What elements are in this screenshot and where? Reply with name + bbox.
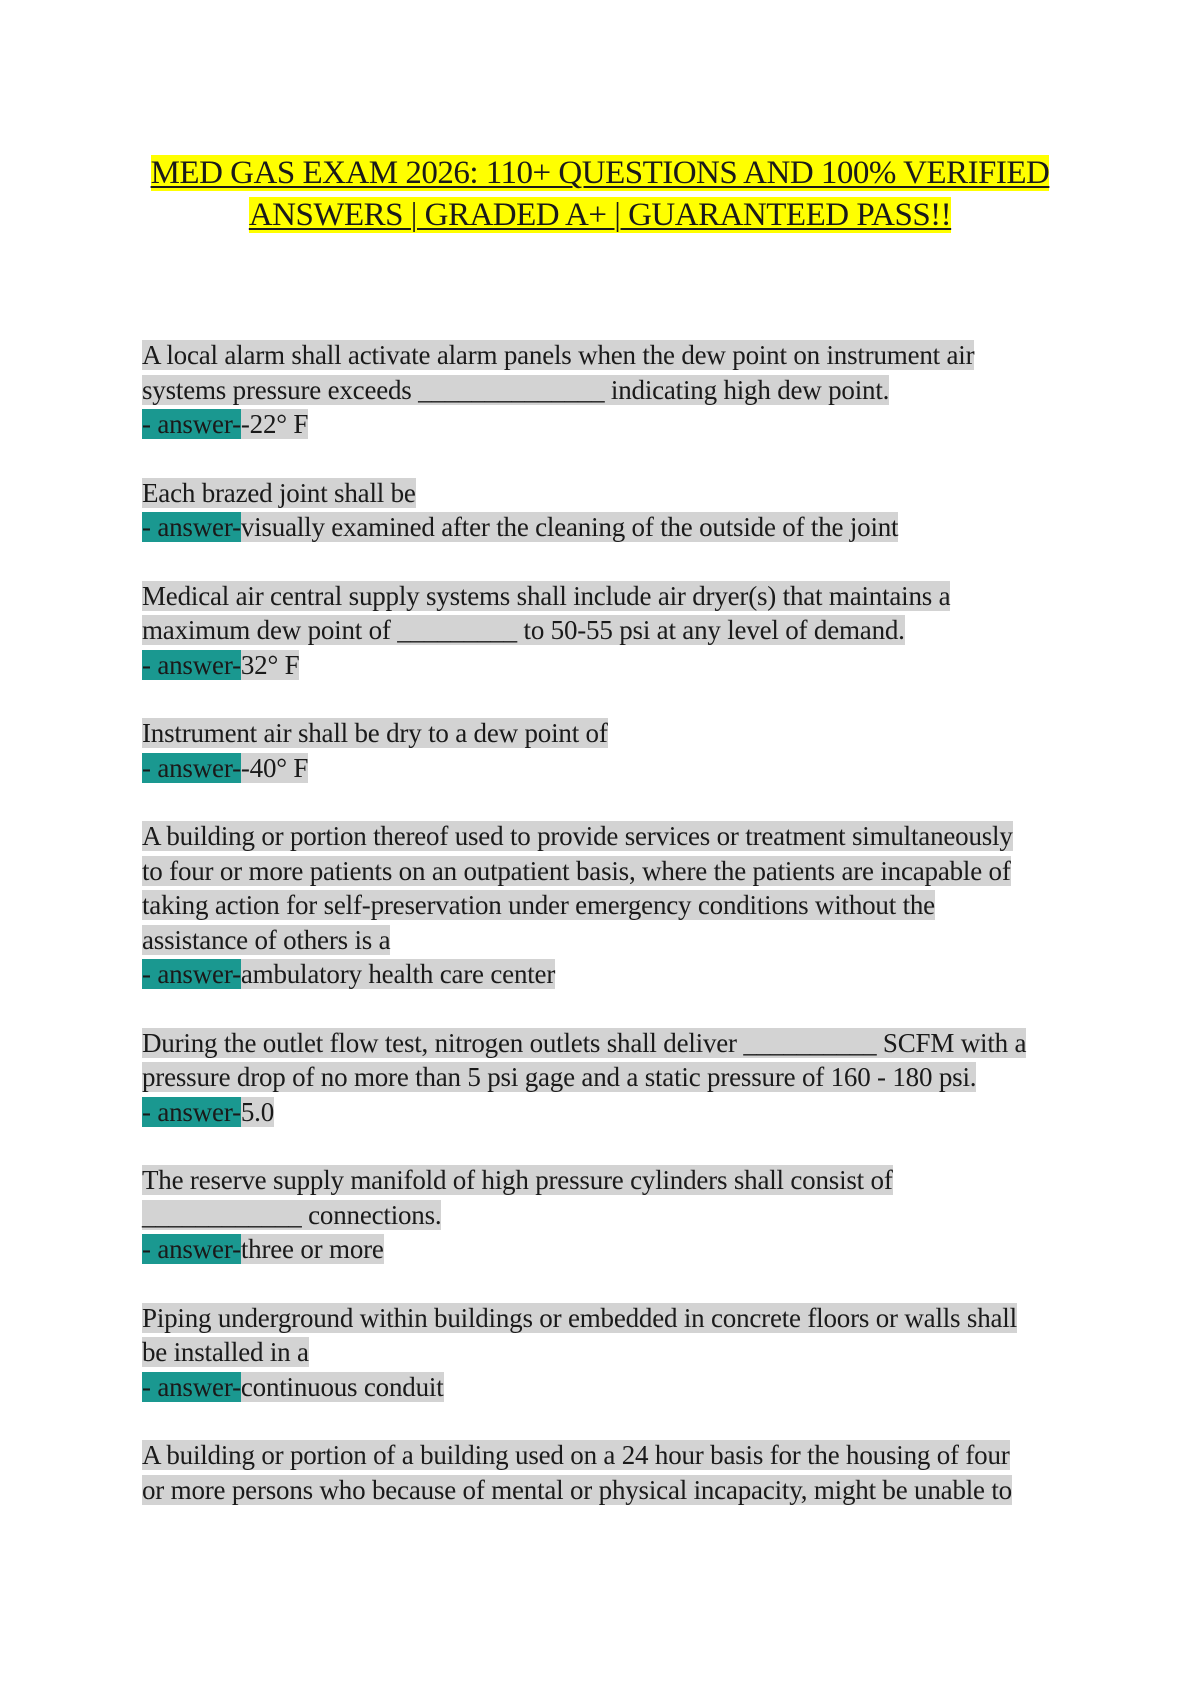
answer-tag: - answer- bbox=[142, 752, 241, 783]
question-text: Piping underground within buildings or embedded in concrete floors or walls shall bbox=[142, 1302, 1017, 1333]
answer-line bbox=[142, 510, 1072, 545]
question-text: A local alarm shall activate alarm panels when the dew point on instrument air bbox=[142, 340, 975, 370]
qa-item bbox=[142, 1026, 1072, 1130]
question-line bbox=[142, 1163, 1072, 1198]
question-line bbox=[142, 716, 1072, 751]
question-text: Each brazed joint shall be bbox=[142, 477, 416, 508]
question-line bbox=[142, 854, 1072, 889]
question-text: Instrument air shall be dry to a dew point of bbox=[142, 718, 608, 748]
question-line bbox=[142, 1060, 1072, 1095]
question-text: Medical air central supply systems shall include air dryer(s) that maintains a bbox=[142, 580, 951, 611]
title-line-2: ANSWERS | GRADED A+ | GUARANTEED PASS!! bbox=[248, 197, 952, 233]
answer-text: continuous conduit bbox=[240, 1371, 444, 1402]
answer-line bbox=[142, 751, 1072, 786]
question-line bbox=[142, 1473, 1072, 1508]
document-title bbox=[140, 152, 1060, 236]
question-text: ____________ connections. bbox=[142, 1199, 442, 1230]
answer-tag: - answer- bbox=[142, 512, 241, 542]
answer-line bbox=[142, 648, 1072, 683]
title-line-1: MED GAS EXAM 2026: 110+ QUESTIONS AND 100% VERIFIED bbox=[150, 155, 1050, 191]
question-text: pressure drop of no more than 5 psi gage and a static pressure of 160 - 180 psi. bbox=[142, 1062, 977, 1092]
question-text: A building or portion of a building used on a 24 hour basis for the housing of four bbox=[142, 1440, 1010, 1470]
question-line bbox=[142, 819, 1072, 854]
question-line bbox=[142, 476, 1072, 511]
question-line bbox=[142, 1198, 1072, 1233]
question-text: taking action for self-preservation under emergency conditions without the bbox=[142, 890, 935, 920]
answer-tag: - answer- bbox=[142, 1371, 241, 1402]
answer-text: -40° F bbox=[240, 752, 309, 783]
answer-line bbox=[142, 1095, 1072, 1130]
answer-line bbox=[142, 1232, 1072, 1267]
qa-item bbox=[142, 338, 1072, 442]
question-text: The reserve supply manifold of high pressure cylinders shall consist of bbox=[142, 1165, 893, 1195]
qa-item bbox=[142, 1163, 1072, 1267]
answer-line bbox=[142, 957, 1072, 992]
question-text: During the outlet flow test, nitrogen outlets shall deliver __________ SCFM with a bbox=[142, 1027, 1027, 1058]
qa-item bbox=[142, 716, 1072, 785]
question-line bbox=[142, 1301, 1072, 1336]
question-text: be installed in a bbox=[142, 1337, 309, 1367]
answer-text: ambulatory health care center bbox=[240, 959, 556, 989]
answer-tag: - answer- bbox=[142, 1096, 241, 1127]
answer-text: three or more bbox=[240, 1234, 384, 1264]
answer-tag: - answer- bbox=[142, 409, 241, 439]
answer-text: 32° F bbox=[240, 649, 300, 680]
qa-item bbox=[142, 476, 1072, 545]
answer-text: -22° F bbox=[240, 409, 309, 439]
qa-item bbox=[142, 819, 1072, 992]
answer-tag: - answer- bbox=[142, 649, 241, 680]
question-line bbox=[142, 579, 1072, 614]
question-line bbox=[142, 373, 1072, 408]
qa-item bbox=[142, 579, 1072, 683]
question-text: maximum dew point of _________ to 50-55 psi at any level of demand. bbox=[142, 615, 905, 645]
question-line bbox=[142, 888, 1072, 923]
question-line bbox=[142, 1438, 1072, 1473]
qa-list bbox=[142, 338, 1072, 1507]
qa-item bbox=[142, 1301, 1072, 1405]
question-text: systems pressure exceeds ______________ indicating high dew point. bbox=[142, 374, 890, 405]
question-line bbox=[142, 613, 1072, 648]
question-line bbox=[142, 1026, 1072, 1061]
question-text: or more persons who because of mental or physical incapacity, might be unable to bbox=[142, 1474, 1012, 1505]
qa-item bbox=[142, 1438, 1072, 1507]
answer-line bbox=[142, 407, 1072, 442]
answer-tag: - answer- bbox=[142, 959, 241, 989]
question-line bbox=[142, 338, 1072, 373]
answer-tag: - answer- bbox=[142, 1234, 241, 1264]
question-text: A building or portion thereof used to provide services or treatment simultaneously bbox=[142, 821, 1013, 851]
question-text: to four or more patients on an outpatient basis, where the patients are incapable of bbox=[142, 855, 1011, 886]
answer-text: 5.0 bbox=[240, 1096, 275, 1127]
question-line bbox=[142, 1335, 1072, 1370]
answer-line bbox=[142, 1370, 1072, 1405]
answer-text: visually examined after the cleaning of the outside of the joint bbox=[240, 512, 899, 542]
question-line bbox=[142, 923, 1072, 958]
question-text: assistance of others is a bbox=[142, 924, 391, 955]
